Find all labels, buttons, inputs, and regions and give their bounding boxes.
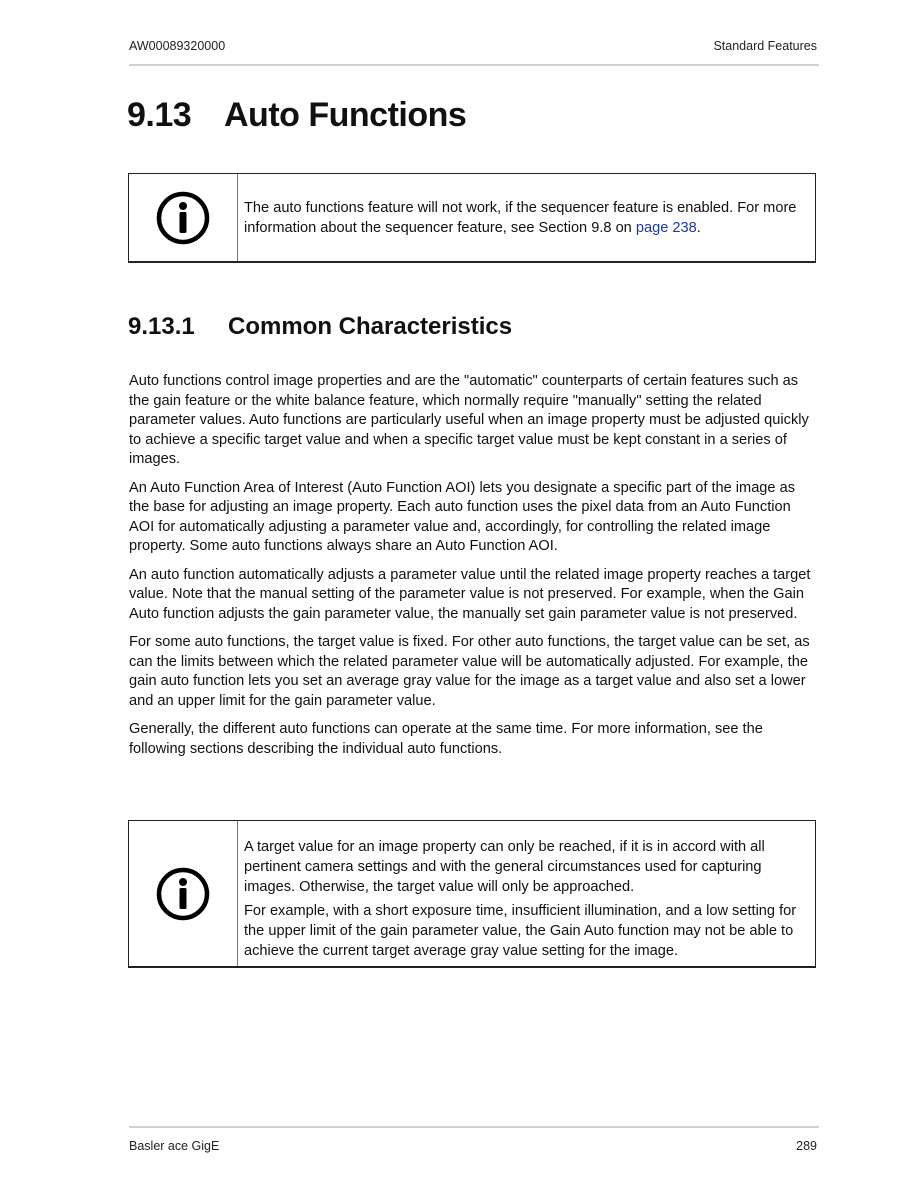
document-id: AW00089320000 bbox=[129, 39, 226, 53]
paragraph: An auto function automatically adjusts a parameter value until the related image property reaches a target value. Note that the manual setting of the parameter value is not preserved. For example, when the Gain Auto function adjusts the gain parameter value, the manually set gain parameter value is not preserved. bbox=[129, 566, 811, 622]
info-note-sequencer bbox=[128, 173, 816, 263]
paragraph: Auto functions control image properties and are the "automatic" counterparts of certain features such as the gain feature or the white balance feature, which normally require "manually" setting the related parameter values. Auto functions are particularly useful when an image property must be adjusted quickly to achieve a specific target value and when a specific target value must be kept constant in a series of images. bbox=[129, 373, 809, 467]
page-number: 289 bbox=[796, 1139, 817, 1153]
subsection-title: Common Characteristics bbox=[228, 313, 513, 340]
footer-divider bbox=[129, 1126, 819, 1128]
body-text bbox=[129, 372, 819, 768]
note-text-end: . bbox=[696, 220, 701, 236]
note-icon-cell bbox=[129, 821, 238, 966]
note-paragraph: A target value for an image property can only be reached, if it is in accord with all pertinent camera settings and with the general circumstances used for capturing images. Otherwise, the target value will only be approached. bbox=[244, 839, 765, 895]
subsection-number: 9.13.1 bbox=[128, 313, 195, 340]
paragraph: An Auto Function Area of Interest (Auto Function AOI) lets you designate a specific part of the image as the base for adjusting an image property. Each auto function uses the pixel data from an Auto Function AOI for automatically adjusting a parameter value and, accordingly, for controlling the related image property. Some auto functions always share an Auto Function AOI. bbox=[129, 479, 796, 554]
subsection-heading bbox=[128, 313, 512, 341]
note-text-body: The auto functions feature will not work, if the sequencer feature is enabled. For more information about the sequencer feature, see Section 9.8 on bbox=[244, 200, 797, 236]
note-text bbox=[238, 821, 815, 966]
info-circle-icon bbox=[155, 866, 211, 922]
info-note-target-value bbox=[128, 820, 816, 968]
note-paragraph: For example, with a short exposure time, insufficient illumination, and a low setting for the upper limit of the gain parameter value, the Gain Auto function may not be able to achieve the current target average gray value setting for the image. bbox=[244, 903, 797, 959]
note-icon-cell bbox=[129, 174, 238, 261]
header-divider bbox=[129, 64, 819, 66]
paragraph: For some auto functions, the target value is fixed. For other auto functions, the target value can be set, as can the limits between which the related parameter value will be automatically adjusted. For example, the gain auto function lets you set an average gray value for the image as a target value and also set a lower and an upper limit for the gain parameter value. bbox=[129, 634, 810, 709]
product-name: Basler ace GigE bbox=[129, 1139, 220, 1153]
page-238-link[interactable]: page 238 bbox=[635, 220, 697, 236]
note-text bbox=[238, 174, 815, 261]
section-title: Auto Functions bbox=[224, 96, 467, 134]
paragraph: Generally, the different auto functions can operate at the same time. For more information, see the following sections describing the individual auto functions. bbox=[129, 721, 763, 757]
info-circle-icon bbox=[155, 190, 211, 246]
page-title bbox=[127, 96, 466, 135]
header-section-title: Standard Features bbox=[713, 39, 817, 53]
section-number: 9.13 bbox=[127, 96, 192, 134]
